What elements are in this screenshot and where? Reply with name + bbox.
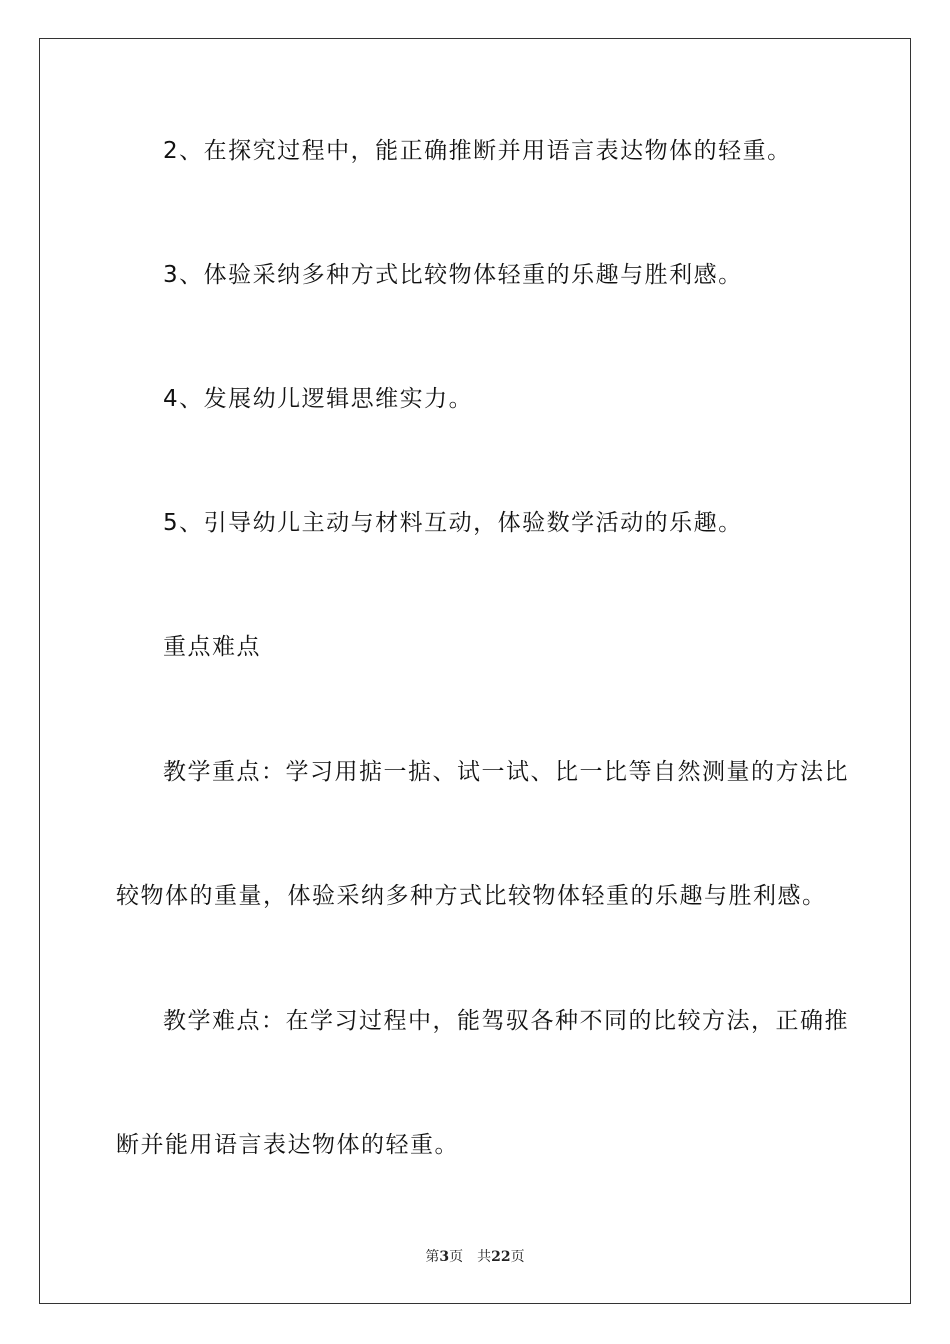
total-suffix: 页 — [510, 1249, 525, 1265]
difficulty-paragraph-line-2: 断并能用语言表达物体的轻重。 — [116, 1132, 459, 1158]
key-point-paragraph-line-2: 较物体的重量，体验采纳多种方式比较物体轻重的乐趣与胜利感。 — [116, 883, 827, 909]
difficulty-paragraph-line-1: 教学难点：在学习过程中，能驾驭各种不同的比较方法，正确推 — [163, 1008, 849, 1034]
total-pages: 22 — [491, 1249, 511, 1265]
page-suffix: 页 — [449, 1249, 464, 1265]
goal-item-3: 3、体验采纳多种方式比较物体轻重的乐趣与胜利感。 — [163, 262, 743, 288]
key-point-paragraph-line-1: 教学重点：学习用掂一掂、试一试、比一比等自然测量的方法比 — [163, 759, 849, 785]
goal-item-2: 2、在探究过程中，能正确推断并用语言表达物体的轻重。 — [163, 138, 792, 164]
goal-item-4: 4、发展幼儿逻辑思维实力。 — [163, 386, 474, 412]
goal-item-5: 5、引导幼儿主动与材料互动，体验数学活动的乐趣。 — [163, 510, 743, 536]
page-border — [39, 38, 911, 1304]
section-heading: 重点难点 — [163, 634, 261, 660]
page-prefix: 第 — [425, 1249, 440, 1265]
page-number: 3 — [439, 1249, 450, 1265]
page-footer — [0, 1248, 950, 1266]
total-prefix: 共 — [477, 1249, 492, 1265]
